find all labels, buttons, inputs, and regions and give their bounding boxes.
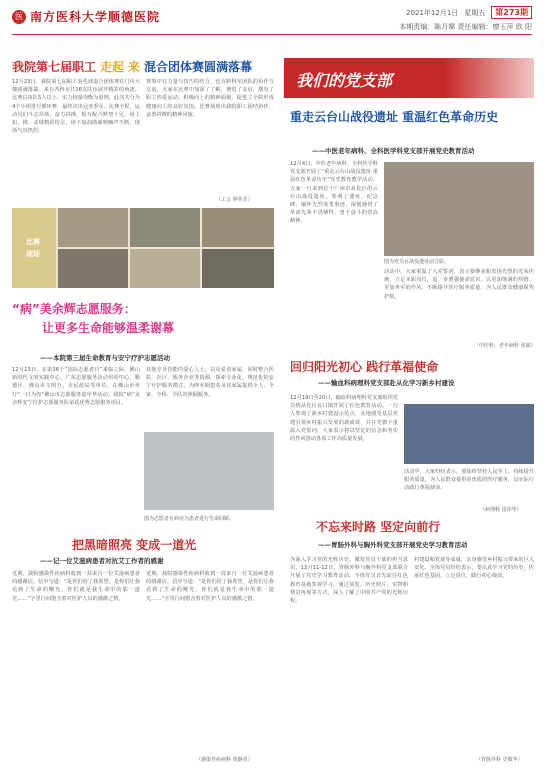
section2-title-line1: “病”美余辉志愿服务： xyxy=(12,302,136,316)
section3-author: （感染性疾病科 黄静苗） xyxy=(196,757,253,763)
photo-label-1: 比赛 xyxy=(26,238,40,246)
article1-title: 重走云台山战役遗址 重温红色革命历史 xyxy=(290,110,499,124)
photo-tile xyxy=(58,208,128,247)
issue-info xyxy=(406,6,532,19)
section1-title xyxy=(12,58,274,75)
photo-tile xyxy=(130,249,200,288)
section1-title-part-d: 混合团体赛圆满落幕 xyxy=(144,60,253,74)
article3-title: 不忘来时路 坚定向前行 xyxy=(316,520,441,534)
hospital-name: 南方医科大学顺德医院 xyxy=(30,10,161,24)
article2-photo xyxy=(404,404,534,464)
article1-author: （中医科、老年病科 张斌） xyxy=(474,343,536,349)
article2-author: （病理科 雷伟华） xyxy=(480,507,522,513)
article1-body-left: 12月4日，中医老年病科、全科医学科党支部开展了“重走云台山战役遗址 重温红色革命历史”党史教育教学活动。大家一行来到位于广州市从化区的云台山战役遗址，参观了遗址、纪念碑，缅怀先烈英勇事迹，深刻感悟了革命先辈不畏牺牲、勇于奋斗的崇高精神。 xyxy=(290,161,378,225)
article1-photo xyxy=(384,162,534,265)
section2-title xyxy=(12,300,274,350)
header-divider xyxy=(12,34,532,35)
article2-body-left: 12月19日至20日，输血科病理科党支部组织党员到从化区良口镇开展了红色教育活动。一行人参观了新乡村建设示范点，实地感受基层党建引领乡村振兴发展的新成效，并在党旗下重温入党誓词，大家表示将以坚定的信念和务实的作风推动各项工作高质量发展。 xyxy=(290,395,398,443)
banner-decoration xyxy=(444,58,534,98)
section2-subtitle: ——本院第三届生命教育与安宁疗护志愿活动 xyxy=(40,354,170,362)
article2-body-right: 活动中，大家纷纷表示，要始终坚持人民至上，持续提升服务质量，为人民群众提供更优质的医疗服务，以实际行动践行革福使命。 xyxy=(404,469,534,492)
article3-body-left: 为深入学习党的光辉历史，激发党员干部的担当意识，12月11-12日，胃肠外科与胸外科党支部联合开展了党史学习教育活动。全体党员首先前往红色教育基地参观学习，通过展览、历史照片、实物和情景再现等方式，深入了解了中国共产党的光辉历程。 xyxy=(290,557,408,605)
section3-subtitle: ——记一位艾滋病患者对抗艾工作者的感谢 xyxy=(40,557,164,565)
article3-author: （胃肠外科 史敬华） xyxy=(476,757,523,763)
article2-title: 回归阳光初心 践行革福使命 xyxy=(290,360,439,374)
section2-photo xyxy=(144,432,274,522)
section1-title-part-b: 走起 xyxy=(100,60,125,74)
photo-label-2: 现场 xyxy=(26,250,40,258)
article1-body-right: 活动中，大家重温了入党誓词，表示要继承和发扬先烈的光荣传统，立足本职岗位，进一步增强使命意识，以更加饱满的热情、更加务实的作风，不断提升医疗服务质量，为人民群众健康保驾护航。 xyxy=(384,269,534,300)
newspaper-header xyxy=(0,0,544,44)
section1-author: （工会 钟英芳） xyxy=(216,197,253,203)
section1-title-part-a: 我院第七届职工 xyxy=(12,60,97,74)
banner-title: 我们的党支部 xyxy=(296,71,393,90)
photo-tile xyxy=(58,249,128,288)
photo-tile xyxy=(202,249,274,288)
article3-body-right: 村建设和发展等成就，亲身感受乡村振兴带来的巨大变化。全体党员纷纷表示，要认真学习党的历史，传承红色基因，立足岗位，践行初心使命。 xyxy=(414,557,534,580)
editor-line: 本期责编：陈月嫦 责任编辑：廖玉萍 欧 阳 xyxy=(399,23,532,31)
section3-body-right: 近期，我院感染性疾病科收到一封来自一位艾滋病患者的感谢信。信中写道：“是你们给了我希望，是你们让我看到了生命的曙光，你们就是我生命中的那一道光……”字里行间饱含着对医护人员的感激之情。 xyxy=(146,571,274,602)
photo-tile xyxy=(12,208,56,288)
section2-photo-caption: 图为志愿者在病房为患者进行生命回顾。 xyxy=(144,516,235,522)
party-branch-banner xyxy=(284,58,534,98)
section2-title-line2: 让更多生命能够温柔谢幕 xyxy=(42,321,175,335)
photo-tile xyxy=(202,208,274,247)
article2-subtitle: ——输血科病理科党支部赴从化学习新乡村建设 xyxy=(318,379,455,387)
photo-tile xyxy=(130,208,200,247)
hospital-logo xyxy=(12,8,160,25)
article1-subtitle: ——中医老年病科、全科医学科党支部开展党史教育活动 xyxy=(312,147,475,155)
hospital-emblem-icon: 医 xyxy=(12,10,26,24)
section2-body-right: 其他专业技能的爱心人士，以及爱者家属，同时整合医院、社区、服务企业等资源，探索专业化、规范化的安宁疗护服务模式，为终末期患者及其家属提供全人、全家、全程、全队的照顾服务。 xyxy=(146,367,274,398)
section3-body-left: 近期，我院感染性疾病科收到一封来自一位艾滋病患者的感谢信。信中写道：“是你们给了我希望，是你们让我看到了生命的曙光，你们就是我生命中的那一道光……”字里行间饱含着对医护人员的感激之情。 xyxy=(12,571,140,602)
article3-subtitle: ——胃肠外科与胸外科党支部开展党史学习教育活动 xyxy=(318,541,468,549)
issue-date: 2021年12月1日 xyxy=(406,8,459,17)
section2-body-left: 12月13日，在第36个“国际志愿者日”来临之际，佛山新时代文明实践中心、广东志愿服务活动培训中心、顺德区、佛山市文明办、市民政局等单位，在佛山市举行“一日为你”佛山市志愿服务嘉年华活动。我院“病”美余辉安宁疗护志愿服务队荣获优秀志愿服务项目。 xyxy=(12,367,140,406)
section1-body-right: 赛事中有力量与技巧的结合，也有跨科室团队的协作与交流。大家在比赛中加深了了解、增进了友谊，激发了职工热爱运动、积极向上的精神面貌，促进了全院形成健康向上的良好氛围。比赛展现出我院职工团结协作、奋勇拼搏的精神风貌。 xyxy=(146,79,274,118)
section1-body-left: 12月23日，我院第七届职工羽毛球混合团体赛在门诊大楼圆满落幕。来自各科室共16支队伍展开精彩的角逐。比赛以每队5人以上、实力较量均衡为原则，此次共分为4个小组进行循环赛，最终决出冠亚季军。比赛全程，运动员们斗志昂扬、奋力拼搏，相互配合默契十足，场上扣、挑、杀球精彩纷呈，场下加油助威呐喊声不断，现场气氛热烈。 xyxy=(12,79,140,135)
issue-weekday: 星期五 xyxy=(464,8,486,17)
section1-title-part-c: 来 xyxy=(128,60,141,74)
issue-number: 第273期 xyxy=(491,6,532,19)
article1-photo-caption: 图为党员在战役遗址前合影。 xyxy=(384,259,450,265)
section1-photo-collage xyxy=(12,208,274,288)
section3-title: 把黑暗照亮 变成一道光 xyxy=(72,538,197,552)
